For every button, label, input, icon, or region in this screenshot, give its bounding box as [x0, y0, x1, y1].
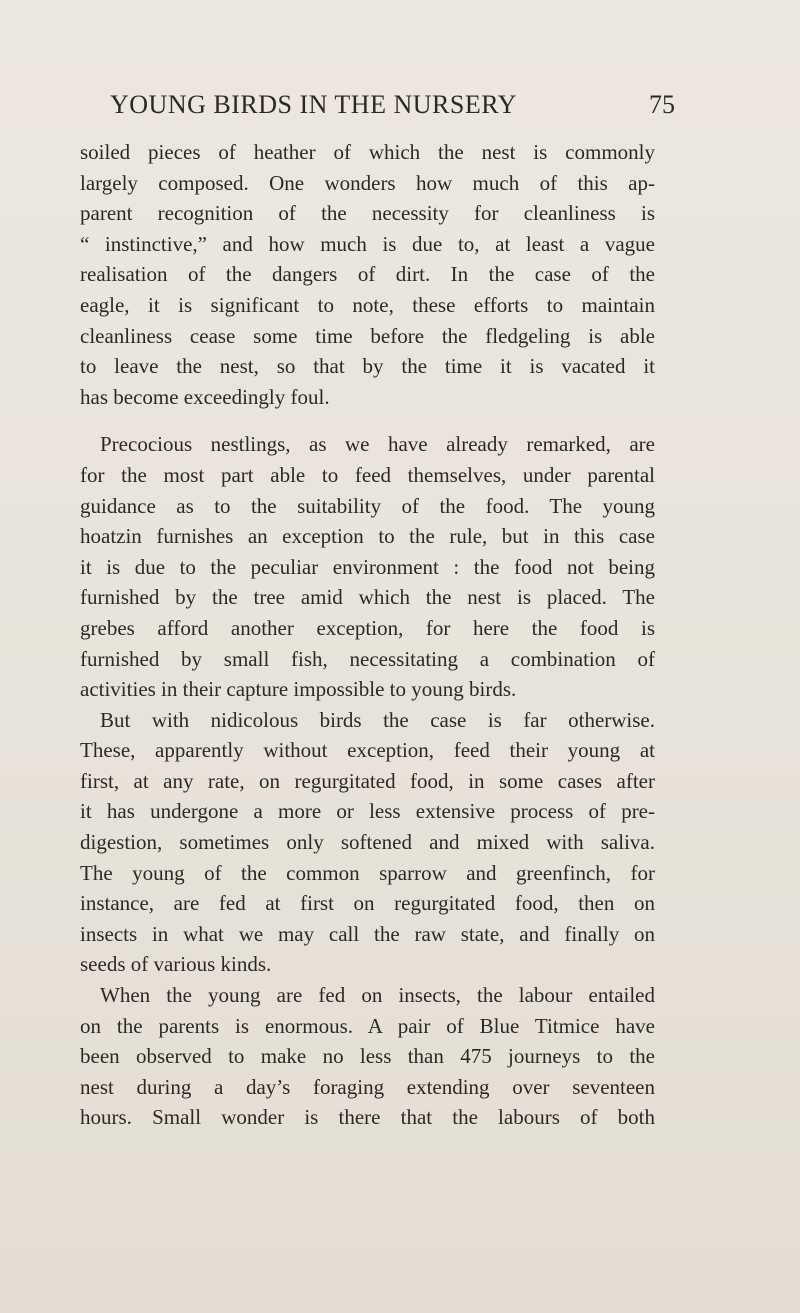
text-line: has become exceedingly foul.: [80, 384, 330, 409]
text-line: it has undergone a more or less extensive process of pre-: [80, 799, 655, 824]
text-line: But with nidicolous birds the case is far otherwise.: [100, 707, 655, 732]
text-line: largely composed. One wonders how much of this ap-: [80, 170, 655, 195]
text-line: eagle, it is significant to note, these efforts to maintain: [80, 292, 655, 317]
text-line: furnished by small fish, necessitating a combination of: [80, 646, 655, 671]
text-line: soiled pieces of heather of which the nest is commonly: [80, 140, 655, 164]
text-line: cleanliness cease some time before the fledgeling is able: [80, 323, 655, 348]
text-line: it is due to the peculiar environment : the food not being: [80, 554, 655, 579]
paragraph: [80, 705, 655, 980]
text-line: When the young are fed on insects, the labour entailed: [100, 983, 655, 1008]
text-line: parent recognition of the necessity for cleanliness is: [80, 201, 655, 226]
text-line: been observed to make no less than 475 journeys to the: [80, 1044, 655, 1069]
text-line: hours. Small wonder is there that the labours of both: [80, 1105, 655, 1130]
text-line: instance, are fed at first on regurgitated food, then on: [80, 891, 655, 916]
text-line: These, apparently without exception, feed their young at: [80, 738, 655, 763]
text-line: hoatzin furnishes an exception to the rule, but in this case: [80, 524, 655, 549]
text-line: grebes afford another exception, for here the food is: [80, 615, 655, 640]
running-head: YOUNG BIRDS IN THE NURSERY: [110, 90, 517, 119]
text-line: realisation of the dangers of dirt. In the case of the: [80, 262, 655, 287]
page-header: [110, 90, 675, 130]
text-line: activities in their capture impossible to young birds.: [80, 677, 517, 702]
text-line: furnished by the tree amid which the nest is placed. The: [80, 585, 655, 610]
text-line: to leave the nest, so that by the time it is vacated it: [80, 354, 655, 379]
text-line: first, at any rate, on regurgitated food, in some cases after: [80, 768, 655, 793]
paragraph: [80, 429, 655, 704]
paragraph-gap: [80, 412, 655, 429]
page-number: 75: [649, 90, 675, 119]
paragraph: [80, 137, 655, 412]
text-line: “ instinctive,” and how much is due to, at least a vague: [80, 231, 655, 256]
text-line: seeds of various kinds.: [80, 952, 272, 977]
text-line: insects in what we may call the raw state, and finally on: [80, 921, 655, 946]
text-line: on the parents is enormous. A pair of Blue Titmice have: [80, 1013, 655, 1038]
text-line: nest during a day’s foraging extending over seventeen: [80, 1074, 655, 1099]
text-line: digestion, sometimes only softened and mixed with saliva.: [80, 830, 655, 855]
paragraph: [80, 980, 655, 1133]
text-line: for the most part able to feed themselves, under parental: [80, 462, 655, 487]
text-line: The young of the common sparrow and greenfinch, for: [80, 860, 655, 885]
text-line: Precocious nestlings, as we have already remarked, are: [100, 432, 655, 457]
text-line: guidance as to the suitability of the food. The young: [80, 493, 655, 518]
body-text: [80, 137, 655, 1133]
